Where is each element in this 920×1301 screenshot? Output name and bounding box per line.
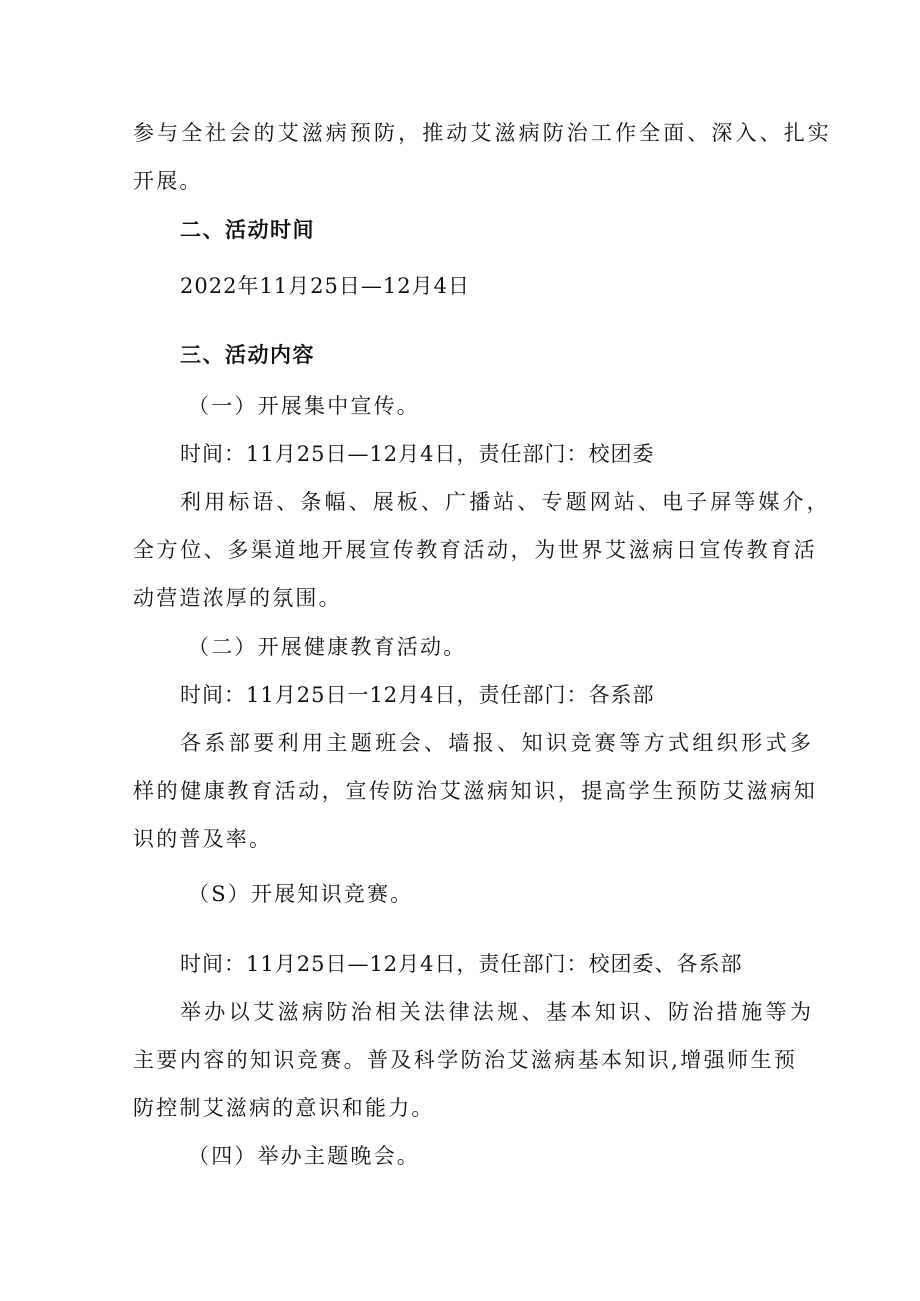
item-2-body-line-1: 各系部要利用主题班会、墙报、知识竞赛等方式组织形式多 — [180, 731, 815, 755]
item-2-title: （二）开展健康教育活动。 — [188, 635, 467, 659]
item-3-body-line-2: 主要内容的知识竞赛。普及科学防治艾滋病基本知识,增强师生预 — [133, 1048, 798, 1072]
item-3-title: （S）开展知识竞赛。 — [188, 882, 414, 906]
item-1-body-line-3: 动营造浓厚的氛围。 — [133, 586, 342, 610]
item-1-body-line-1: 利用标语、条幅、展板、广播站、专题网站、电子屏等媒介， — [180, 490, 831, 514]
intro-line-1: 参与全社会的艾滋病预防，推动艾滋病防治工作全面、深入、扎实 — [133, 121, 832, 145]
section-heading-content: 三、活动内容 — [180, 343, 315, 367]
activity-date-range: 2022年11月25日—12月4日 — [180, 274, 470, 298]
item-3-body-line-1: 举办以艾滋病防治相关法律法规、基本知识、防治措施等为 — [180, 1000, 815, 1024]
item-1-body-line-2: 全方位、多渠道地开展宣传教育活动，为世界艾滋病日宣传教育活 — [133, 538, 818, 562]
item-1-title: （一）开展集中宣传。 — [188, 394, 420, 418]
item-2-body-line-2: 样的健康教育活动，宣传防治艾滋病知识，提高学生预防艾滋病知 — [133, 779, 818, 803]
item-4-title: （四）举办主题晚会。 — [188, 1144, 420, 1168]
item-3-time-line: 时间：11月25日—12月4日，责任部门：校团委、各系部 — [180, 952, 743, 976]
section-heading-time: 二、活动时间 — [180, 218, 315, 242]
item-2-time-line: 时间：11月25日一12月4日，责任部门：各系部 — [180, 683, 655, 707]
item-2-body-line-3: 识的普及率。 — [133, 827, 273, 851]
intro-line-2: 开展。 — [133, 169, 203, 193]
item-1-time-line: 时间：11月25日—12月4日，责任部门：校团委 — [180, 442, 655, 466]
item-3-body-line-3: 防控制艾滋病的意识和能力。 — [133, 1096, 435, 1120]
